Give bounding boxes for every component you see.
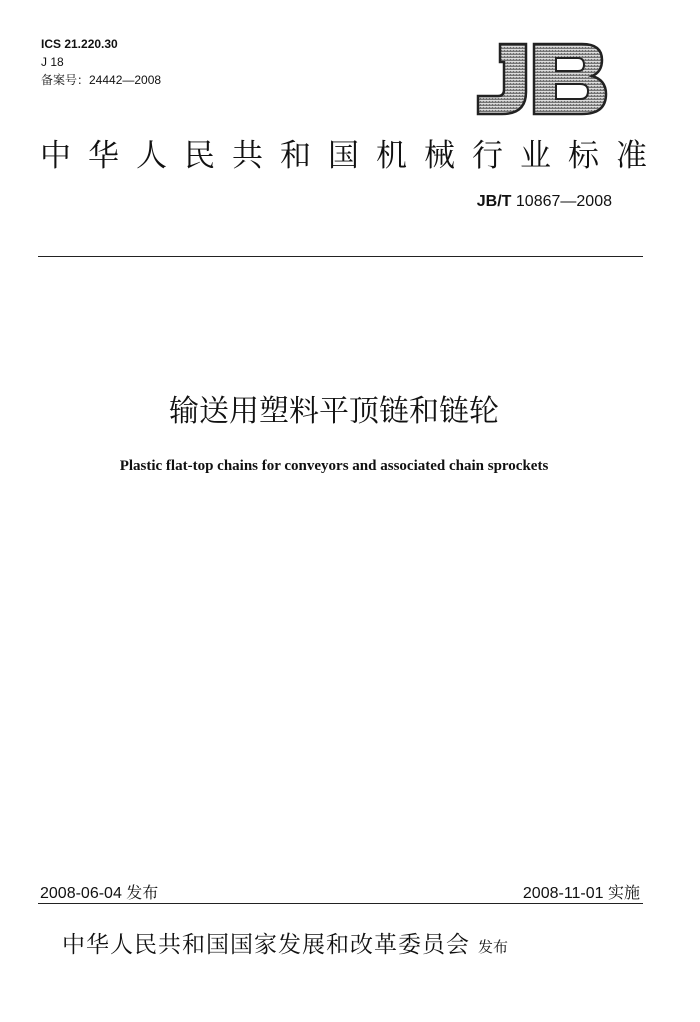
header-divider (38, 256, 643, 257)
standard-code (477, 193, 612, 211)
ics-code: ICS 21.220.30 (41, 37, 118, 51)
issuer-name: 中华人民共和国国家发展和改革委员会 (62, 932, 470, 958)
issuing-authority (62, 926, 508, 959)
implementation-date: 2008-11-01 实施 (522, 885, 640, 902)
standard-code-prefix: JB/T (476, 193, 512, 210)
title-chinese: 输送用塑料平顶链和链轮 (169, 394, 499, 429)
issuer-action: 发布 (478, 938, 509, 956)
jb-logo (470, 40, 612, 118)
title-english: Plastic flat-top chains for conveyors and associated chain sprockets (119, 458, 549, 474)
footer-divider (38, 903, 643, 904)
filing-number: 备案号：24442—2008 (41, 73, 162, 87)
ccs-code: J 18 (41, 55, 64, 69)
standard-code-number: 10867—2008 (515, 193, 612, 210)
standard-category: 中华人民共和国机械行业标准 (40, 138, 664, 174)
issue-date: 2008-06-04 发布 (40, 885, 159, 902)
